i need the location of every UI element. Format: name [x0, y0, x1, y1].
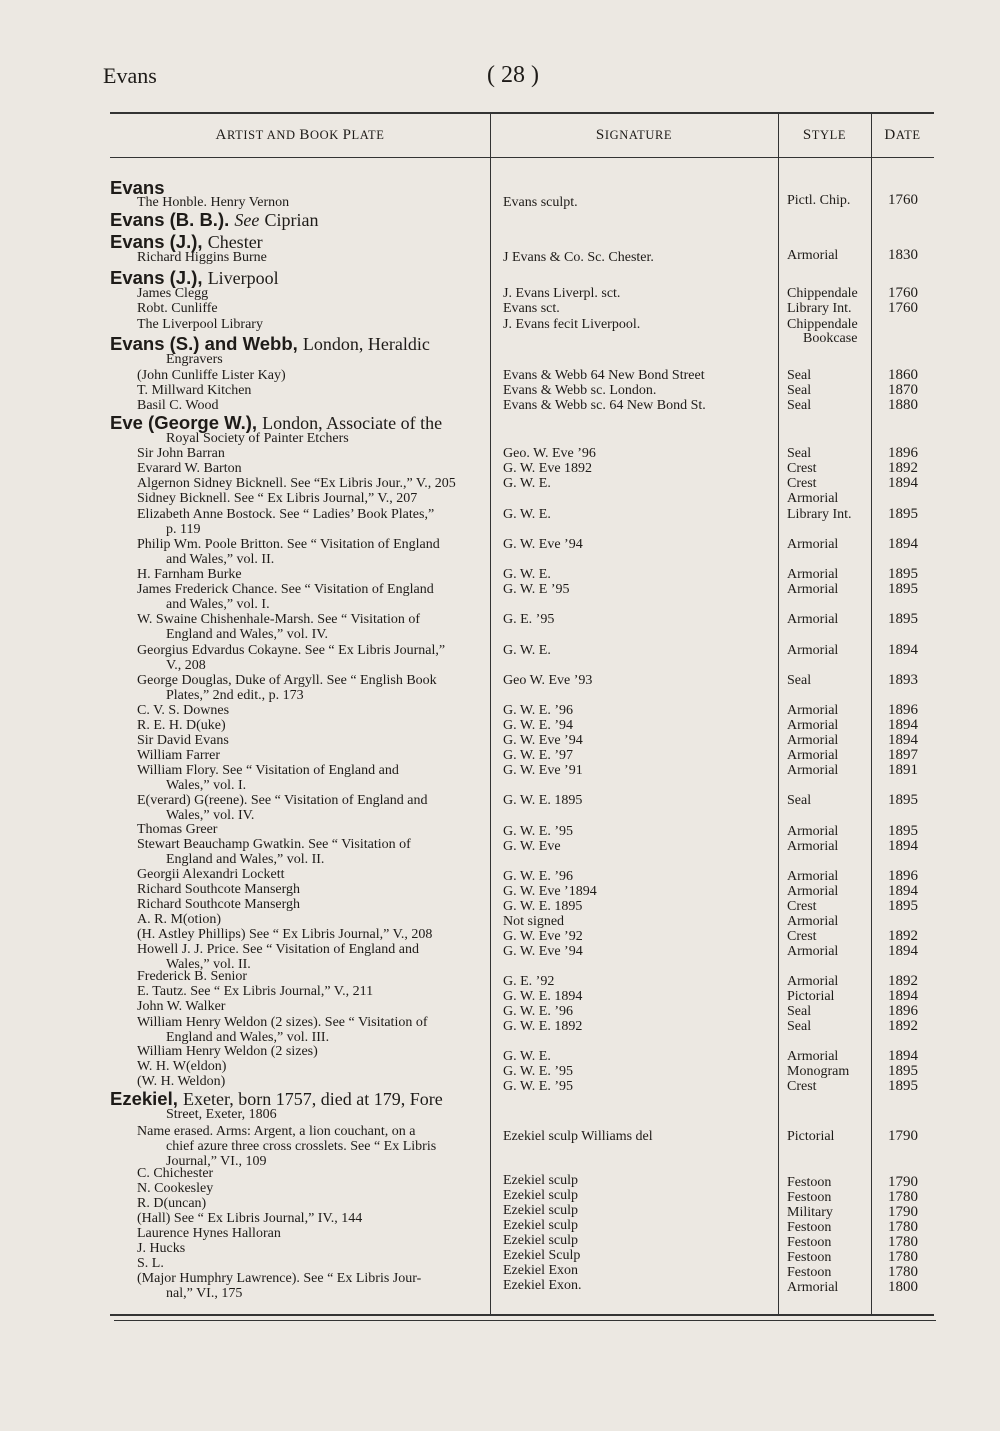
artist-entry: A. R. M(otion) — [137, 912, 221, 927]
style-cell: Armorial — [787, 643, 839, 658]
signature-cell: G. W. E. — [503, 643, 551, 658]
artist-entry: Laurence Hynes Halloran — [137, 1226, 281, 1241]
date-cell: 1896 — [888, 1003, 918, 1019]
signature-cell: Ezekiel sculp — [503, 1203, 579, 1218]
style-cell: Armorial — [787, 824, 839, 839]
entry-heading: Evans (B. B.). See Ciprian — [110, 209, 319, 230]
style-cell: Armorial — [787, 839, 839, 854]
style-cell: Seal — [787, 1019, 812, 1034]
artist-entry: Richard Southcote Mansergh — [137, 882, 301, 897]
style-cell: Armorial — [787, 1280, 839, 1295]
date-cell: 1895 — [888, 792, 918, 808]
date-cell: 1880 — [888, 397, 918, 413]
artist-continuation: Journal,” VI., 109 — [166, 1154, 267, 1169]
style-cell: Library Int. — [787, 507, 852, 522]
signature-cell: G. W. E. — [503, 1049, 551, 1064]
signature-cell: Evans & Webb 64 New Bond Street — [503, 368, 705, 383]
artist-entry: James Frederick Chance. See “ Visitation of England — [137, 582, 434, 597]
entry-heading: Eve (George W.), London, Associate of the — [110, 412, 443, 433]
date-cell: 1894 — [888, 943, 918, 959]
style-cell: Bookcase — [803, 331, 858, 346]
style-cell: Armorial — [787, 748, 839, 763]
artist-entry: The Liverpool Library — [137, 317, 263, 332]
date-cell: 1860 — [888, 367, 918, 383]
date-cell: 1896 — [888, 868, 918, 884]
artist-entry: Richard Higgins Burne — [137, 250, 267, 265]
artist-entry: Howell J. J. Price. See “ Visitation of England and — [137, 942, 419, 957]
style-cell: Seal — [787, 383, 812, 398]
style-cell: Armorial — [787, 944, 839, 959]
artist-entry: John W. Walker — [137, 999, 226, 1014]
date-cell: 1895 — [888, 1063, 918, 1079]
artist-entry: The Honble. Henry Vernon — [137, 195, 290, 210]
style-cell: Armorial — [787, 703, 839, 718]
signature-cell: Ezekiel sculp — [503, 1188, 579, 1203]
date-cell: 1780 — [888, 1234, 918, 1250]
artist-entry: George Douglas, Duke of Argyll. See “ English Book — [137, 673, 437, 688]
bottom-rule-second — [114, 1320, 936, 1321]
date-cell: 1894 — [888, 732, 918, 748]
signature-cell: Ezekiel sculp — [503, 1218, 579, 1233]
style-cell: Festoon — [787, 1190, 832, 1205]
signature-cell: G. W. E. 1894 — [503, 989, 583, 1004]
date-cell: 1895 — [888, 506, 918, 522]
signature-cell: Evans sct. — [503, 301, 560, 316]
style-cell: Library Int. — [787, 301, 852, 316]
date-cell: 1894 — [888, 475, 918, 491]
signature-cell: G. W. E. 1892 — [503, 1019, 583, 1034]
column-header-signature: SIGNATURE — [595, 127, 673, 143]
artist-continuation: England and Wales,” vol. III. — [166, 1030, 330, 1045]
style-cell: Armorial — [787, 582, 839, 597]
signature-cell: Ezekiel Sculp — [503, 1248, 581, 1263]
date-cell: 1780 — [888, 1249, 918, 1265]
signature-cell: G. W. E. 1895 — [503, 899, 583, 914]
signature-cell: G. W. E. — [503, 567, 551, 582]
artist-entry: Sir David Evans — [137, 733, 229, 748]
artist-entry: Basil C. Wood — [137, 398, 219, 413]
date-cell: 1894 — [888, 838, 918, 854]
signature-cell: G. W. E ’95 — [503, 582, 570, 597]
style-cell: Armorial — [787, 567, 839, 582]
date-cell: 1892 — [888, 1018, 918, 1034]
date-cell: 1895 — [888, 611, 918, 627]
date-cell: 1830 — [888, 247, 918, 263]
style-cell: Armorial — [787, 869, 839, 884]
date-cell: 1790 — [888, 1204, 918, 1220]
signature-cell: G. W. Eve ’91 — [503, 763, 583, 778]
date-cell: 1780 — [888, 1219, 918, 1235]
artist-entry: Name erased. Arms: Argent, a lion couchant, on a — [137, 1124, 416, 1139]
artist-continuation: Engravers — [166, 352, 223, 367]
style-cell: Festoon — [787, 1220, 832, 1235]
style-cell: Crest — [787, 1079, 817, 1094]
style-cell: Armorial — [787, 491, 839, 506]
artist-entry: J. Hucks — [137, 1241, 186, 1256]
signature-cell: G. W. Eve ’94 — [503, 733, 583, 748]
signature-cell: G. E. ’92 — [503, 974, 555, 989]
style-cell: Crest — [787, 476, 817, 491]
artist-continuation: Plates,” 2nd edit., p. 173 — [166, 688, 304, 703]
artist-entry: Sir John Barran — [137, 446, 225, 461]
artist-continuation: Street, Exeter, 1806 — [166, 1107, 277, 1122]
entry-heading: Evans — [110, 177, 165, 198]
entry-heading: Evans (J.), Liverpool — [110, 267, 279, 288]
signature-cell: Evans sculpt. — [503, 195, 578, 210]
artist-continuation: Wales,” vol. II. — [166, 957, 251, 972]
style-cell: Chippendale — [787, 317, 858, 332]
style-cell: Seal — [787, 446, 812, 461]
artist-entry: N. Cookesley — [137, 1181, 214, 1196]
style-cell: Seal — [787, 398, 812, 413]
style-cell: Monogram — [787, 1064, 850, 1079]
artist-entry: R. D(uncan) — [137, 1196, 207, 1211]
artist-entry: (Major Humphry Lawrence). See “ Ex Libris Jour- — [137, 1271, 422, 1286]
signature-cell: G. W. Eve ’94 — [503, 944, 583, 959]
artist-entry: Stewart Beauchamp Gwatkin. See “ Visitation of — [137, 837, 411, 852]
header-rule — [110, 157, 934, 158]
signature-cell: G. W. Eve ’1894 — [503, 884, 597, 899]
style-cell: Seal — [787, 368, 812, 383]
artist-entry: E. Tautz. See “ Ex Libris Journal,” V., 211 — [137, 984, 374, 999]
artist-entry: William Flory. See “ Visitation of England and — [137, 763, 399, 778]
artist-continuation: nal,” VI., 175 — [166, 1286, 243, 1301]
style-cell: Armorial — [787, 763, 839, 778]
entry-heading: Ezekiel, Exeter, born 1757, died at 179, Fore — [110, 1088, 443, 1109]
style-cell: Military — [787, 1205, 833, 1220]
signature-cell: G. W. E. ’96 — [503, 869, 573, 884]
signature-cell: G. W. E. ’95 — [503, 824, 573, 839]
signature-cell: J. Evans fecit Liverpool. — [503, 317, 641, 332]
artist-entry: Evarard W. Barton — [137, 461, 242, 476]
artist-entry: E(verard) G(reene). See “ Visitation of England and — [137, 793, 428, 808]
signature-cell: Ezekiel sculp Williams del — [503, 1129, 653, 1144]
artist-entry: Robt. Cunliffe — [137, 301, 218, 316]
style-cell: Festoon — [787, 1250, 832, 1265]
date-cell: 1800 — [888, 1279, 918, 1295]
style-cell: Armorial — [787, 1049, 839, 1064]
signature-cell: G. W. Eve 1892 — [503, 461, 593, 476]
date-cell: 1896 — [888, 445, 918, 461]
artist-entry: W. Swaine Chishenhale-Marsh. See “ Visitation of — [137, 612, 421, 627]
signature-cell: G. W. E. ’95 — [503, 1079, 573, 1094]
style-cell: Armorial — [787, 537, 839, 552]
artist-entry: R. E. H. D(uke) — [137, 718, 226, 733]
column-divider — [490, 112, 491, 1315]
signature-cell: G. W. E. — [503, 507, 551, 522]
artist-entry: T. Millward Kitchen — [137, 383, 252, 398]
style-cell: Armorial — [787, 914, 839, 929]
signature-cell: Ezekiel Exon — [503, 1263, 579, 1278]
signature-cell: G. W. E. ’94 — [503, 718, 573, 733]
artist-entry: Sidney Bicknell. See “ Ex Libris Journal,” V., 207 — [137, 491, 418, 506]
artist-continuation: Royal Society of Painter Etchers — [166, 431, 349, 446]
style-cell: Armorial — [787, 718, 839, 733]
style-cell: Crest — [787, 929, 817, 944]
style-cell: Festoon — [787, 1175, 832, 1190]
date-cell: 1780 — [888, 1264, 918, 1280]
signature-cell: G. W. E. ’95 — [503, 1064, 573, 1079]
date-cell: 1895 — [888, 581, 918, 597]
column-divider — [778, 112, 779, 1315]
column-divider — [871, 112, 872, 1315]
artist-entry: (John Cunliffe Lister Kay) — [137, 368, 286, 383]
style-cell: Pictorial — [787, 989, 835, 1004]
date-cell: 1894 — [888, 1048, 918, 1064]
signature-cell: G. W. E. ’96 — [503, 1004, 573, 1019]
date-cell: 1892 — [888, 460, 918, 476]
artist-entry: William Henry Weldon (2 sizes) — [137, 1044, 318, 1059]
date-cell: 1893 — [888, 672, 918, 688]
style-cell: Armorial — [787, 733, 839, 748]
column-header-style: STYLE — [802, 127, 847, 143]
style-cell: Chippendale — [787, 286, 858, 301]
artist-entry: Algernon Sidney Bicknell. See “Ex Libris Jour.,” V., 205 — [137, 476, 456, 491]
style-cell: Armorial — [787, 248, 839, 263]
signature-cell: G. W. E. — [503, 476, 551, 491]
entry-heading: Evans (J.), Chester — [110, 231, 263, 252]
date-cell: 1895 — [888, 566, 918, 582]
signature-cell: Ezekiel sculp — [503, 1173, 579, 1188]
artist-entry: Frederick B. Senior — [137, 969, 248, 984]
style-cell: Seal — [787, 1004, 812, 1019]
signature-cell: G. W. E. 1895 — [503, 793, 583, 808]
artist-entry: C. V. S. Downes — [137, 703, 230, 718]
column-header-artist: ARTIST AND BOOK PLATE — [215, 127, 385, 143]
date-cell: 1895 — [888, 1078, 918, 1094]
date-cell: 1790 — [888, 1128, 918, 1144]
artist-entry: S. L. — [137, 1256, 164, 1271]
artist-entry: Georgius Edvardus Cokayne. See “ Ex Libris Journal,” — [137, 643, 446, 658]
date-cell: 1894 — [888, 536, 918, 552]
artist-entry: Thomas Greer — [137, 822, 218, 837]
artist-continuation: England and Wales,” vol. II. — [166, 852, 325, 867]
artist-entry: Elizabeth Anne Bostock. See “ Ladies’ Book Plates,” — [137, 507, 435, 522]
signature-cell: G. E. ’95 — [503, 612, 555, 627]
artist-entry: C. Chichester — [137, 1166, 214, 1181]
artist-continuation: and Wales,” vol. I. — [166, 597, 270, 612]
column-header-date: DATE — [884, 127, 921, 143]
signature-cell: J Evans & Co. Sc. Chester. — [503, 250, 654, 265]
signature-cell: G. W. Eve ’94 — [503, 537, 583, 552]
date-cell: 1892 — [888, 973, 918, 989]
date-cell: 1894 — [888, 642, 918, 658]
artist-entry: Philip Wm. Poole Britton. See “ Visitation of England — [137, 537, 440, 552]
style-cell: Armorial — [787, 974, 839, 989]
artist-continuation: chief azure three cross crosslets. See “ Ex Libris — [166, 1139, 437, 1154]
date-cell: 1896 — [888, 702, 918, 718]
date-cell: 1870 — [888, 382, 918, 398]
artist-entry: (Hall) See “ Ex Libris Journal,” IV., 144 — [137, 1211, 363, 1226]
artist-continuation: Wales,” vol. IV. — [166, 808, 255, 823]
signature-cell: Evans & Webb sc. London. — [503, 383, 657, 398]
date-cell: 1790 — [888, 1174, 918, 1190]
running-head: Evans — [103, 63, 157, 88]
signature-cell: Not signed — [503, 914, 565, 929]
signature-cell: Geo. W. Eve ’96 — [503, 446, 596, 461]
signature-cell: G. W. E. ’97 — [503, 748, 573, 763]
artist-entry: W. H. W(eldon) — [137, 1059, 227, 1074]
date-cell: 1894 — [888, 988, 918, 1004]
style-cell: Armorial — [787, 884, 839, 899]
date-cell: 1760 — [888, 300, 918, 316]
signature-cell: Geo W. Eve ’93 — [503, 673, 593, 688]
signature-cell: Ezekiel sculp — [503, 1233, 579, 1248]
signature-cell: Ezekiel Exon. — [503, 1278, 582, 1293]
signature-cell: G. W. E. ’96 — [503, 703, 573, 718]
entry-heading: Evans (S.) and Webb, London, Heraldic — [110, 333, 430, 354]
style-cell: Pictl. Chip. — [787, 193, 851, 208]
signature-cell: Evans & Webb sc. 64 New Bond St. — [503, 398, 706, 413]
style-cell: Seal — [787, 673, 812, 688]
signature-cell: G. W. Eve ’92 — [503, 929, 583, 944]
date-cell: 1780 — [888, 1189, 918, 1205]
style-cell: Festoon — [787, 1235, 832, 1250]
style-cell: Pictorial — [787, 1129, 835, 1144]
date-cell: 1897 — [888, 747, 918, 763]
artist-entry: William Henry Weldon (2 sizes). See “ Visitation of — [137, 1015, 428, 1030]
artist-continuation: England and Wales,” vol. IV. — [166, 627, 329, 642]
artist-entry: James Clegg — [137, 286, 209, 301]
top-rule — [110, 112, 934, 114]
date-cell: 1891 — [888, 762, 918, 778]
signature-cell: J. Evans Liverpl. sct. — [503, 286, 621, 301]
date-cell: 1895 — [888, 898, 918, 914]
signature-cell: G. W. Eve — [503, 839, 561, 854]
style-cell: Armorial — [787, 612, 839, 627]
date-cell: 1892 — [888, 928, 918, 944]
page-number: ( 28 ) — [487, 62, 539, 88]
artist-entry: Georgii Alexandri Lockett — [137, 867, 285, 882]
date-cell: 1894 — [888, 883, 918, 899]
date-cell: 1760 — [888, 192, 918, 208]
artist-continuation: p. 119 — [166, 522, 201, 537]
artist-entry: (H. Astley Phillips) See “ Ex Libris Journal,” V., 208 — [137, 927, 433, 942]
date-cell: 1894 — [888, 717, 918, 733]
style-cell: Seal — [787, 793, 812, 808]
artist-entry: William Farrer — [137, 748, 221, 763]
style-cell: Crest — [787, 461, 817, 476]
style-cell: Crest — [787, 899, 817, 914]
artist-continuation: V., 208 — [166, 658, 206, 673]
artist-entry: (W. H. Weldon) — [137, 1074, 226, 1089]
style-cell: Festoon — [787, 1265, 832, 1280]
artist-continuation: Wales,” vol. I. — [166, 778, 247, 793]
artist-entry: Richard Southcote Mansergh — [137, 897, 301, 912]
artist-entry: H. Farnham Burke — [137, 567, 242, 582]
date-cell: 1895 — [888, 823, 918, 839]
date-cell: 1760 — [888, 285, 918, 301]
bottom-rule — [110, 1314, 934, 1316]
artist-continuation: and Wales,” vol. II. — [166, 552, 275, 567]
